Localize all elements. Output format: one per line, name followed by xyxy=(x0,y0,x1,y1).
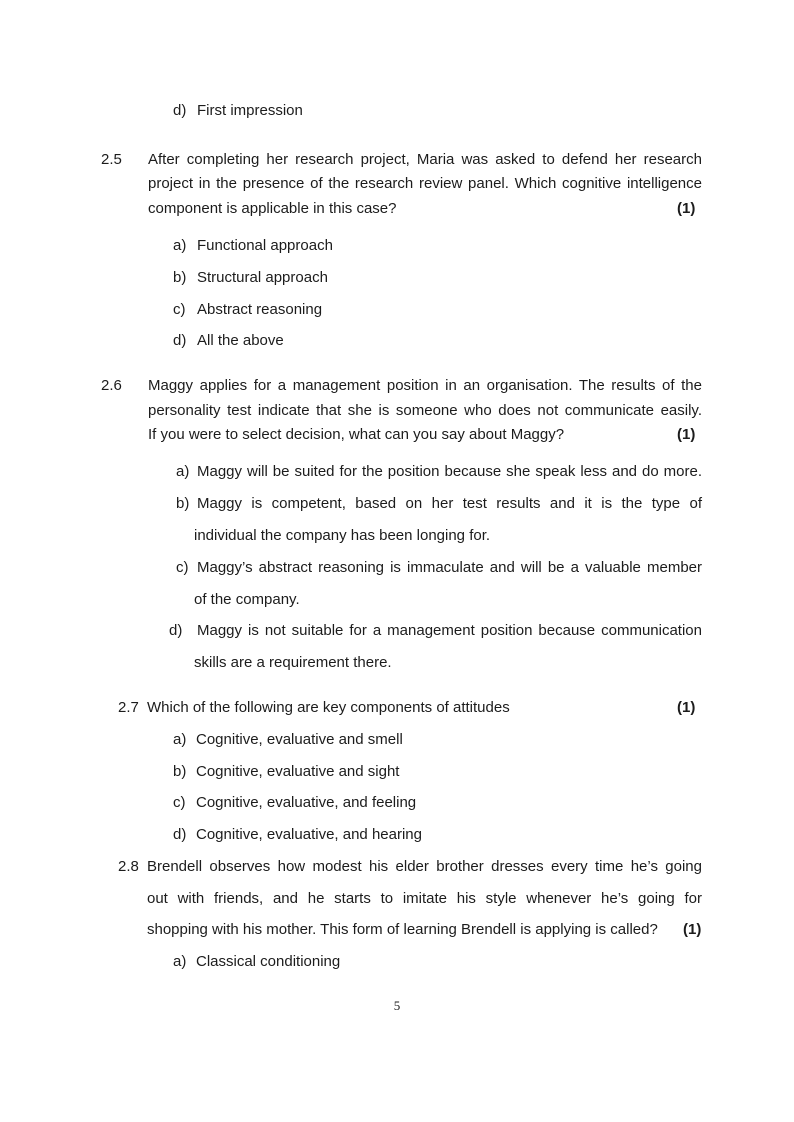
question-text-line: project in the presence of the research review panel. Which cognitive intelligence xyxy=(148,175,702,192)
marks-badge: (1) xyxy=(677,699,696,716)
marks-badge: (1) xyxy=(677,426,696,443)
question-text-line: Maggy applies for a management position in an organisation. The results of the xyxy=(148,377,702,394)
option-text: Maggy’s abstract reasoning is immaculate and will be a valuable member xyxy=(197,559,702,576)
option-text: skills are a requirement there. xyxy=(194,654,392,671)
option-text: Abstract reasoning xyxy=(197,301,323,318)
option-text: Maggy is not suitable for a management position because communication xyxy=(197,622,702,639)
question-text-line: If you were to select decision, what can you say about Maggy? xyxy=(148,426,565,443)
option-text: All the above xyxy=(197,332,284,349)
option-label: c) xyxy=(176,559,189,576)
option-label: a) xyxy=(173,953,187,970)
option-label: a) xyxy=(173,731,187,748)
option-label: b) xyxy=(176,495,190,512)
option-text: Maggy will be suited for the position because she speak less and do more. xyxy=(197,463,702,480)
option-text: Cognitive, evaluative and sight xyxy=(196,763,400,780)
option-label: c) xyxy=(173,794,186,811)
option-text: of the company. xyxy=(194,591,300,608)
question-text-line: personality test indicate that she is someone who does not communicate easily. xyxy=(148,402,702,419)
option-label: d) xyxy=(169,622,183,639)
option-text: Cognitive, evaluative, and hearing xyxy=(196,826,422,843)
option-label: d) xyxy=(173,826,187,843)
question-text-line: component is applicable in this case? xyxy=(148,200,397,217)
option-label: b) xyxy=(173,269,187,286)
option-text: Structural approach xyxy=(197,269,328,286)
question-number: 2.6 xyxy=(101,377,122,394)
marks-badge: (1) xyxy=(677,200,696,217)
option-label: c) xyxy=(173,301,186,318)
option-text: Maggy is competent, based on her test results and it is the type of xyxy=(197,495,702,512)
question-text-line: out with friends, and he starts to imitate his style whenever he’s going for xyxy=(147,890,702,907)
option-text: Cognitive, evaluative and smell xyxy=(196,731,403,748)
question-text-line: Brendell observes how modest his elder brother dresses every time he’s going xyxy=(147,858,702,875)
option-text: Functional approach xyxy=(197,237,333,254)
option-text: individual the company has been longing for. xyxy=(194,527,491,544)
question-text-line: After completing her research project, Maria was asked to defend her research xyxy=(148,151,702,168)
marks-badge: (1) xyxy=(683,921,702,938)
question-text-line: Which of the following are key components of attitudes xyxy=(147,699,510,716)
question-number: 2.8 xyxy=(118,858,139,875)
question-number: 2.5 xyxy=(101,151,122,168)
option-label: d) xyxy=(173,332,187,349)
option-text: First impression xyxy=(197,102,303,119)
option-text: Cognitive, evaluative, and feeling xyxy=(196,794,417,811)
option-label: d) xyxy=(173,102,187,119)
option-label: a) xyxy=(176,463,190,480)
option-label: a) xyxy=(173,237,187,254)
question-text-line: shopping with his mother. This form of learning Brendell is applying is called? xyxy=(147,921,658,938)
page-number: 5 xyxy=(393,998,401,1013)
option-label: b) xyxy=(173,763,187,780)
option-text: Classical conditioning xyxy=(196,953,341,970)
question-number: 2.7 xyxy=(118,699,139,716)
